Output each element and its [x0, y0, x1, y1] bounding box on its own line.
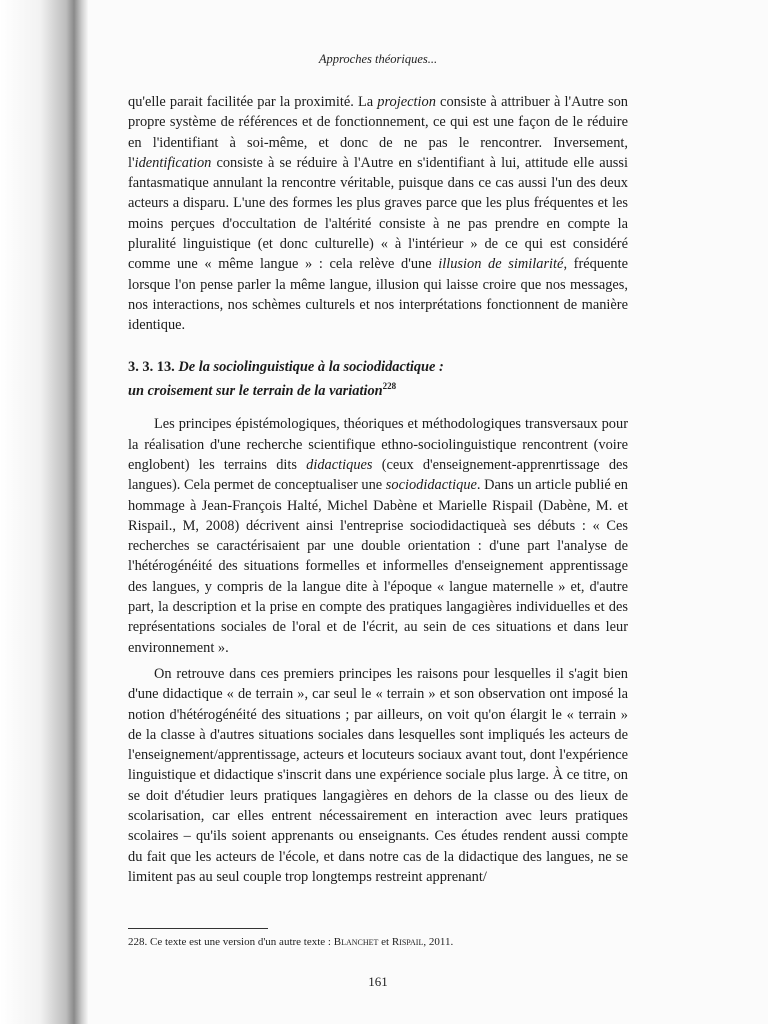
- section-title-line1: De la sociolinguistique à la sociodidactique :: [178, 358, 444, 375]
- section-heading: [128, 358, 628, 401]
- footnote-author-blanchet: Blanchet: [333, 936, 379, 948]
- paragraph-projection-identification: qu'elle parait facilitée par la proximité. La projection consiste à attribuer à l'Autre son propre système de références et de fonctionnement, ce qui est une façon de le réduire en l'identifiant à soi-même, et donc de ne pas le rencontrer. Inversement, l'identification consiste à se réduire à l'Autre en s'identifiant à lui, attitude elle aussi fantasmatique annulant la rencontre véritable, puisque dans ce cas aussi l'un des deux acteurs a disparu. L'une des formes les plus graves parce que les plus fréquentes et les moins perçues d'occultation de l'altérité consiste à ne pas prendre en compte la pluralité linguistique (et donc culturelle) « à l'intérieur » de ce qui est considéré comme une « même langue » : cela relève d'une illusion de similarité, fréquente lorsque l'on pense parler la même langue, illusion qui laisse croire que nos messages, nos interactions, nos schèmes culturels et nos interprétations fonctionnent de manière identique.: [128, 94, 628, 334]
- section-title-line2: un croisement sur le terrain de la variation: [128, 382, 383, 399]
- page-body: [128, 92, 628, 887]
- footnote-author-rispail: Rispail: [391, 936, 424, 948]
- term-identification: identification: [134, 154, 212, 171]
- term-illusion-similarite: illusion de similarité: [438, 256, 564, 273]
- term-didactiques: didactiques: [306, 456, 373, 473]
- running-header: Approches théoriques...: [318, 52, 438, 66]
- footnote-228: 228. Ce texte est une version d'un autre texte : Blanchet et Rispail, 2011.: [128, 936, 454, 948]
- section-number: 3. 3. 13.: [128, 358, 175, 375]
- book-binding-shadow: [0, 0, 88, 1024]
- footnote-divider: [128, 928, 268, 929]
- page-number: 161: [368, 974, 388, 989]
- paragraph-terrain: On retrouve dans ces premiers principes les raisons pour lesquelles il s'agit bien d'une didactique « de terrain », car seul le « terrain » et son observation ont imposé la notion d'hétérogénéité des situations ; par ailleurs, on voit qu'on élargit le « terrain » de la classe à d'autres situations sociales dans lesquelles sont impliqués les acteurs de l'enseignement/apprentissage, acteurs et locuteurs sociaux avant tout, dont l'expérience linguistique et didactique s'inscrit dans une expérience sociale plus large. À ce titre, on se doit d'étudier leurs pratiques langagières en dehors de la classe ou des lieux de scolarisation, car elles entrent nécessairement en interaction avec leurs pratiques scolaires – qu'ils soient apprenants ou enseignants. Ces études rendent aussi compte du fait que les acteurs de l'école, et dans notre cas de la didactique des langues, ne se limitent pas au seul couple trop longtemps restreint apprenant/: [128, 665, 628, 885]
- paragraph-sociodidactique: Les principes épistémologiques, théoriques et méthodologiques transversaux pour la réalisation d'une recherche scientifique ethno-sociolinguistique rencontrent (voire englobent) les terrains dits didactiques (ceux d'enseignement-apprenrtissage des langues). Cela permet de conceptualiser une sociodidactique. Dans un article publié en hommage à Jean-François Halté, Michel Dabène et Marielle Rispail (Dabène, M. et Rispail., M, 2008) décrivent ainsi l'entreprise sociodidactiqueà ses débuts : « Ces recherches se caractérisaient par une double orientation : d'une part l'analyse de l'hétérogénéité des situations formelles et informelles d'enseignement apprentissage des langues, y compris de la langue dite à l'époque « langue maternelle » et, d'autre part, la description et la prise en compte des pratiques langagières individuelles et des représentations sociales de l'oral et de l'écrit, au sein de ces situations et dans leur environnement ».: [128, 416, 629, 656]
- term-sociodidactique: sociodidactique: [385, 477, 477, 494]
- footnote-reference: 228: [382, 380, 397, 391]
- term-projection: projection: [377, 94, 436, 110]
